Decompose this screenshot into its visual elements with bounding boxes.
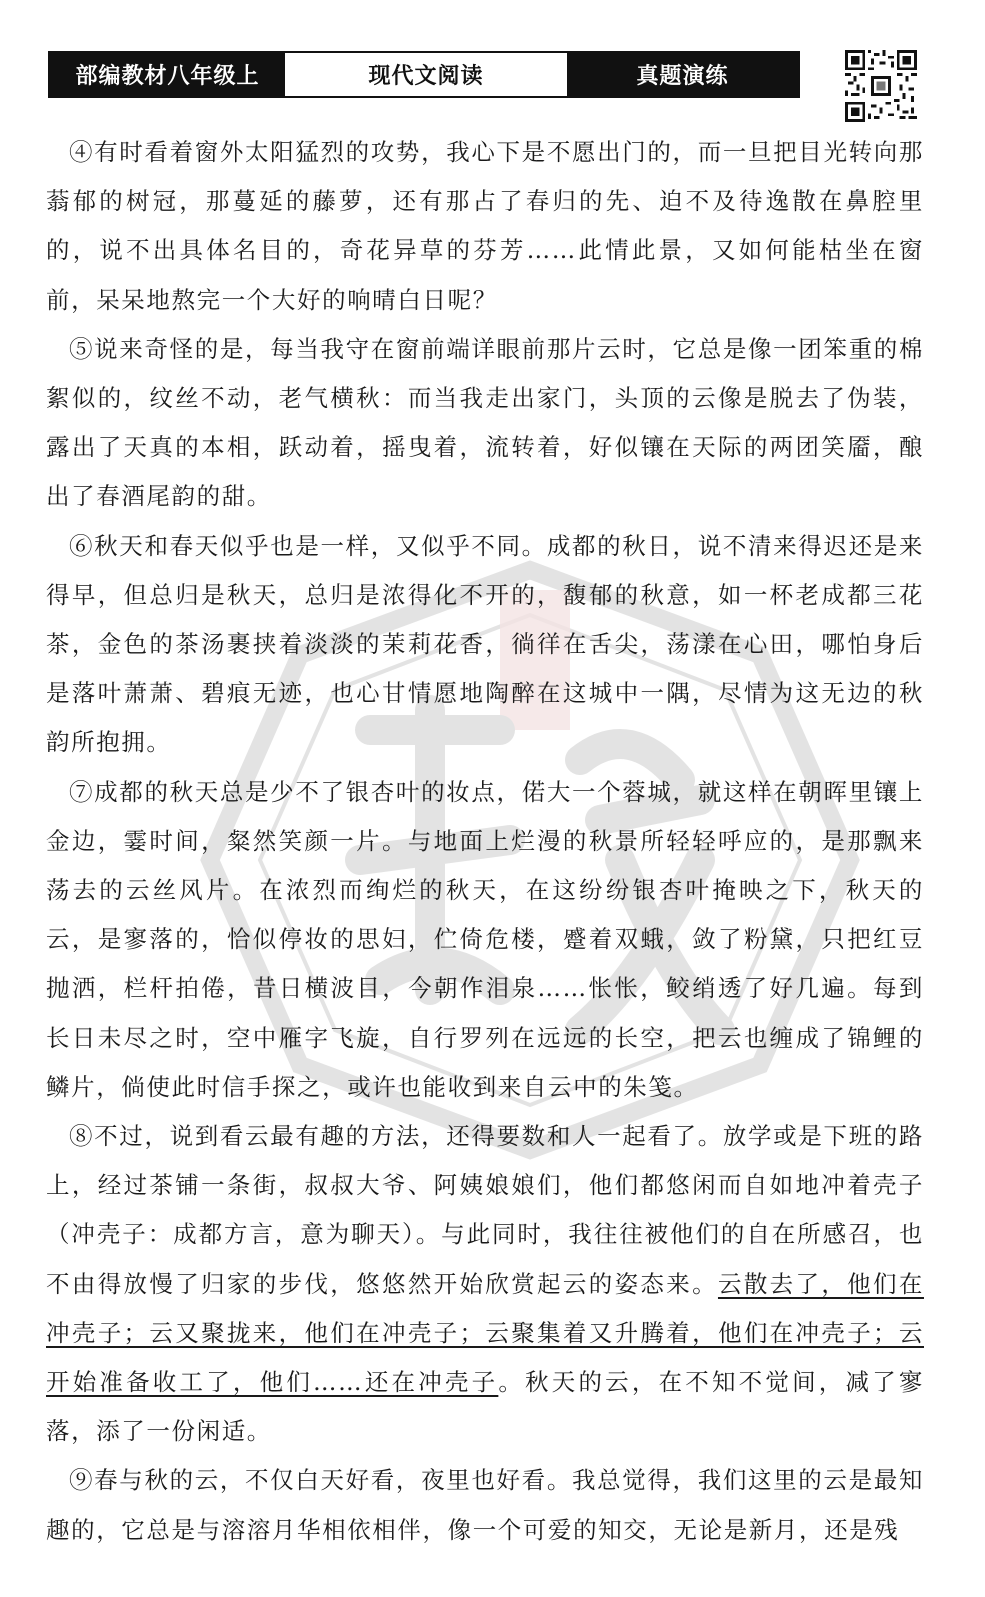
qr-code-icon[interactable] <box>845 50 917 122</box>
paragraph-5: ⑤说来奇怪的是，每当我守在窗前端详眼前那片云时，它总是像一团笨重的棉絮似的，纹丝不动，老气横秋：而当我走出家门，头顶的云像是脱去了伪装，露出了天真的本相，跃动着，摇曳着，流转着，好似镶在天际的两团笑靥，酿出了春酒尾韵的甜。 <box>46 334 924 511</box>
paragraph-8-text-before: ⑧不过，说到看云最有趣的方法，还得要数和人一起看了。放学或是下班的路上，经过茶铺一条街，叔叔大爷、阿姨娘娘们，他们都悠闲而自如地冲着壳子（冲壳子：成都方言，意为聊天）。与此同时，我往往被他们的自在所感召，也不由得放慢了归家的步伐，悠悠然开始欣赏起云的姿态来。 <box>46 1122 924 1298</box>
header-textbook: 部编教材八年级上 <box>50 53 285 96</box>
paragraph-8 <box>46 1112 924 1456</box>
article-body <box>46 128 924 1555</box>
header-bar <box>48 51 800 98</box>
paragraph-8-underlined-sentence: 云散去了，他们在冲壳子；云又聚拢来，他们在冲壳子；云聚集着又升腾着，他们在冲壳子；云开始准备收工了，他们……还在冲壳子 <box>46 1269 924 1397</box>
paragraph-6: ⑥秋天和春天似乎也是一样，又似乎不同。成都的秋日，说不清来得迟还是来得早，但总归是秋天，总归是浓得化不开的，馥郁的秋意，如一杯老成都三花茶，金色的茶汤裹挟着淡淡的茉莉花香，徜徉在舌尖，荡漾在心田，哪怕身后是落叶萧萧、碧痕无迹，也心甘情愿地陶醉在这城中一隅，尽情为这无边的秋韵所抱拥。 <box>46 531 924 757</box>
header-section: 现代文阅读 <box>285 53 567 96</box>
paragraph-7: ⑦成都的秋天总是少不了银杏叶的妆点，偌大一个蓉城，就这样在朝晖里镶上金边，霎时间，粲然笑颜一片。与地面上烂漫的秋景所轻轻呼应的，是那飘来荡去的云丝风片。在浓烈而绚烂的秋天，在这纷纷银杏叶掩映之下，秋天的云，是寥落的，恰似停妆的思妇，伫倚危楼，蹙着双蛾，敛了粉黛，只把红豆抛洒，栏杆拍倦，昔日横波目，今朝作泪泉……怅怅，鲛绡透了好几遍。每到长日未尽之时，空中雁字飞旋，自行罗列在远远的长空，把云也缠成了锦鲤的鳞片，倘使此时信手探之，或许也能收到来自云中的朱笺。 <box>46 777 924 1101</box>
header-type: 真题演练 <box>567 53 798 96</box>
paragraph-4: ④有时看着窗外太阳猛烈的攻势，我心下是不愿出门的，而一旦把目光转向那蓊郁的树冠，那蔓延的藤萝，还有那占了春归的先、迫不及待逸散在鼻腔里的，说不出具体名目的，奇花异草的芬芳……此情此景，又如何能枯坐在窗前，呆呆地熬完一个大好的响晴白日呢？ <box>46 138 924 314</box>
paragraph-9: ⑨春与秋的云，不仅白天好看，夜里也好看。我总觉得，我们这里的云是最知趣的，它总是与溶溶月华相依相伴，像一个可爱的知交，无论是新月，还是残 <box>46 1466 924 1544</box>
paragraph-8-text-after: 。秋天的云，在不知不觉间，减了寥落，添了一份闲适。 <box>46 1368 925 1446</box>
